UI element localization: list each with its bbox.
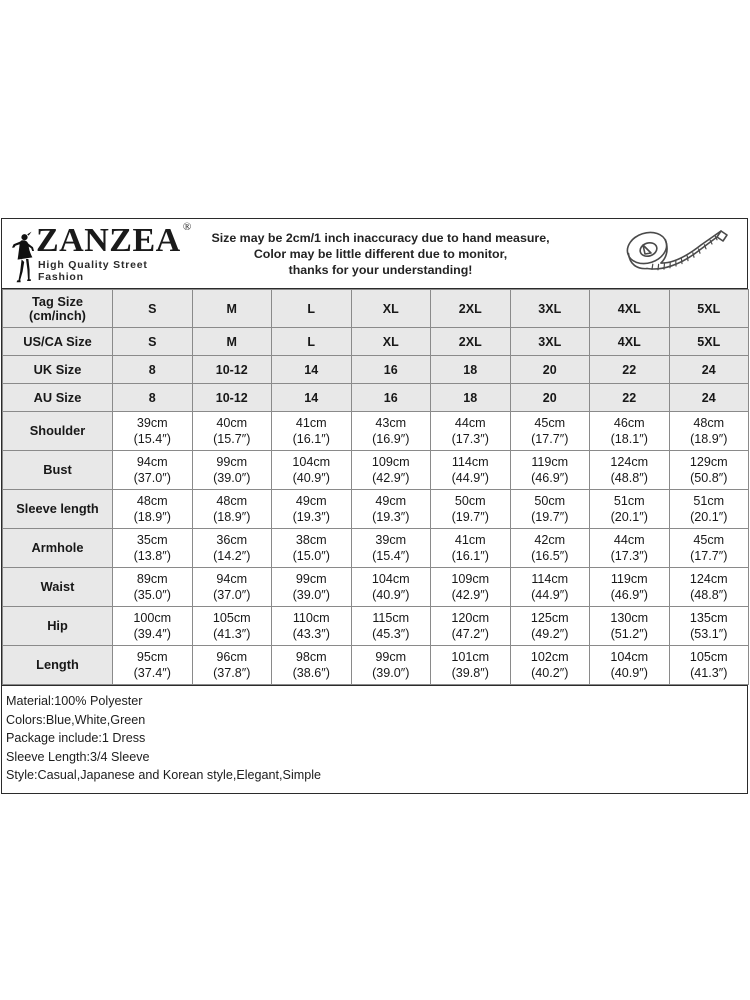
- cell-hip-4xl: [590, 607, 670, 646]
- notice-line-3: thanks for your understanding!: [288, 262, 473, 277]
- brand-tagline: High Quality Street Fashion: [38, 259, 148, 283]
- value-inch: (39.4″): [133, 627, 171, 641]
- value-cm: 100cm: [133, 611, 172, 625]
- cell-au-4xl: 22: [590, 384, 670, 412]
- cell-sleeve-length-5xl: [669, 490, 749, 529]
- brand-logo: [2, 219, 192, 288]
- cell-us-ca-xl: XL: [351, 328, 431, 356]
- detail-package: Package include:1 Dress: [6, 731, 146, 746]
- cell-au-3xl: 20: [510, 384, 590, 412]
- value-inch: (46.9″): [610, 588, 648, 602]
- value-inch: (40.9″): [372, 588, 410, 602]
- cell-length-2xl: [431, 646, 511, 685]
- value-cm: 101cm: [451, 650, 490, 664]
- value-inch: (18.9″): [133, 510, 171, 524]
- cell-shoulder-s: [113, 412, 193, 451]
- detail-sleeve-length: Sleeve Length:3/4 Sleeve: [6, 749, 150, 764]
- value-inch: (37.8″): [213, 666, 251, 680]
- value-cm: 114cm: [451, 455, 489, 469]
- cell-length-l: [272, 646, 352, 685]
- notice-line-2: Color may be little different due to monitor,: [253, 246, 508, 261]
- cell-length-m: [192, 646, 272, 685]
- row-label-au-size: AU Size: [3, 384, 113, 412]
- cell-au-s: 8: [113, 384, 193, 412]
- cell-waist-xl: [351, 568, 431, 607]
- value-inch: (51.2″): [610, 627, 648, 641]
- cell-tag-size-5xl: 5XL: [669, 290, 749, 328]
- cell-sleeve-length-xl: [351, 490, 431, 529]
- cell-sleeve-length-s: [113, 490, 193, 529]
- row-label-hip: Hip: [3, 607, 113, 646]
- cell-waist-3xl: [510, 568, 590, 607]
- brand-name: ZANZEA ®: [36, 221, 192, 259]
- value-cm: 45cm: [693, 533, 725, 547]
- detail-material: Material:100% Polyester: [6, 694, 143, 708]
- cell-uk-4xl: 22: [590, 356, 670, 384]
- row-label-length: Length: [3, 646, 113, 685]
- value-cm: 46cm: [613, 416, 645, 430]
- value-cm: 36cm: [216, 533, 248, 547]
- table-row-au-size: [3, 384, 749, 412]
- table-row-waist: [3, 568, 749, 607]
- value-inch: (45.3″): [372, 627, 410, 641]
- value-cm: 41cm: [454, 533, 486, 547]
- cell-length-3xl: [510, 646, 590, 685]
- cell-bust-l: [272, 451, 352, 490]
- table-row-uk-size: [3, 356, 749, 384]
- cell-uk-xl: 16: [351, 356, 431, 384]
- cell-sleeve-length-3xl: [510, 490, 590, 529]
- row-label-tag-size-main: Tag Size: [32, 293, 83, 309]
- cell-shoulder-xl: [351, 412, 431, 451]
- table-row-shoulder: [3, 412, 749, 451]
- cell-hip-3xl: [510, 607, 590, 646]
- value-inch: (17.3″): [610, 549, 648, 563]
- value-inch: (48.8″): [610, 471, 648, 485]
- value-cm: 38cm: [295, 533, 327, 547]
- value-cm: 99cm: [375, 650, 407, 664]
- value-inch: (19.7″): [531, 510, 569, 524]
- cell-bust-m: [192, 451, 272, 490]
- measurement-notice: [180, 219, 607, 288]
- cell-hip-m: [192, 607, 272, 646]
- value-inch: (15.0″): [292, 549, 330, 563]
- cell-waist-l: [272, 568, 352, 607]
- row-label-armhole: Armhole: [3, 529, 113, 568]
- value-inch: (40.9″): [610, 666, 648, 680]
- notice-line-1: Size may be 2cm/1 inch inaccuracy due to hand measure,: [211, 230, 550, 245]
- cell-au-m: 10-12: [192, 384, 272, 412]
- value-inch: (20.1″): [610, 510, 648, 524]
- value-inch: (16.1″): [451, 549, 489, 563]
- cell-armhole-s: [113, 529, 193, 568]
- value-inch: (17.7″): [531, 432, 569, 446]
- cell-us-ca-m: M: [192, 328, 272, 356]
- cell-armhole-xl: [351, 529, 431, 568]
- cell-uk-5xl: 24: [669, 356, 749, 384]
- cell-shoulder-2xl: [431, 412, 511, 451]
- value-cm: 125cm: [530, 611, 569, 625]
- size-table: [2, 289, 749, 685]
- cell-tag-size-xl: XL: [351, 290, 431, 328]
- row-label-uk-size: UK Size: [3, 356, 113, 384]
- value-inch: (49.2″): [531, 627, 569, 641]
- value-inch: (41.3″): [690, 666, 728, 680]
- value-cm: 39cm: [136, 416, 168, 430]
- detail-colors: Colors:Blue,White,Green: [6, 712, 146, 727]
- cell-us-ca-5xl: 5XL: [669, 328, 749, 356]
- value-inch: (18.1″): [610, 432, 648, 446]
- cell-us-ca-s: S: [113, 328, 193, 356]
- cell-uk-l: 14: [272, 356, 352, 384]
- cell-tag-size-3xl: 3XL: [510, 290, 590, 328]
- value-inch: (39.0″): [372, 666, 410, 680]
- woman-silhouette-icon: [8, 231, 38, 283]
- cell-length-xl: [351, 646, 431, 685]
- value-inch: (42.9″): [451, 588, 489, 602]
- value-cm: 124cm: [610, 455, 649, 469]
- value-inch: (16.1″): [292, 432, 330, 446]
- value-cm: 105cm: [689, 650, 728, 664]
- value-inch: (46.9″): [531, 471, 569, 485]
- size-chart-frame: [1, 218, 748, 794]
- value-cm: 44cm: [454, 416, 486, 430]
- product-details: [2, 685, 747, 793]
- value-cm: 99cm: [295, 572, 327, 586]
- value-inch: (40.9″): [292, 471, 330, 485]
- value-cm: 40cm: [216, 416, 248, 430]
- value-inch: (39.0″): [292, 588, 330, 602]
- value-cm: 110cm: [292, 611, 330, 625]
- tape-measure-icon: [607, 219, 747, 288]
- value-cm: 135cm: [689, 611, 728, 625]
- value-inch: (44.9″): [531, 588, 569, 602]
- table-row-sleeve-length: [3, 490, 749, 529]
- value-cm: 129cm: [689, 455, 728, 469]
- value-cm: 94cm: [216, 572, 248, 586]
- cell-bust-xl: [351, 451, 431, 490]
- value-cm: 35cm: [136, 533, 168, 547]
- table-row-tag-size: [3, 290, 749, 328]
- table-row-armhole: [3, 529, 749, 568]
- cell-waist-5xl: [669, 568, 749, 607]
- value-cm: 43cm: [375, 416, 407, 430]
- value-cm: 130cm: [610, 611, 649, 625]
- chart-header-band: [2, 219, 747, 289]
- value-cm: 98cm: [295, 650, 327, 664]
- value-cm: 99cm: [216, 455, 248, 469]
- cell-hip-5xl: [669, 607, 749, 646]
- table-row-length: [3, 646, 749, 685]
- size-table-body: [3, 290, 749, 685]
- value-inch: (14.2″): [213, 549, 251, 563]
- value-inch: (39.0″): [213, 471, 251, 485]
- table-row-us-ca-size: [3, 328, 749, 356]
- value-inch: (15.7″): [213, 432, 251, 446]
- table-row-bust: [3, 451, 749, 490]
- cell-armhole-l: [272, 529, 352, 568]
- value-inch: (42.9″): [372, 471, 410, 485]
- value-inch: (50.8″): [690, 471, 728, 485]
- cell-au-2xl: 18: [431, 384, 511, 412]
- cell-waist-s: [113, 568, 193, 607]
- cell-waist-2xl: [431, 568, 511, 607]
- cell-shoulder-3xl: [510, 412, 590, 451]
- value-cm: 42cm: [534, 533, 566, 547]
- value-inch: (16.9″): [372, 432, 410, 446]
- value-inch: (15.4″): [372, 549, 410, 563]
- cell-length-s: [113, 646, 193, 685]
- row-label-sleeve-length: Sleeve length: [3, 490, 113, 529]
- row-label-bust: Bust: [3, 451, 113, 490]
- value-inch: (37.4″): [133, 666, 171, 680]
- value-cm: 104cm: [610, 650, 649, 664]
- value-cm: 105cm: [212, 611, 251, 625]
- registered-mark-icon: ®: [182, 221, 192, 233]
- cell-armhole-3xl: [510, 529, 590, 568]
- cell-sleeve-length-l: [272, 490, 352, 529]
- cell-hip-xl: [351, 607, 431, 646]
- cell-hip-2xl: [431, 607, 511, 646]
- cell-uk-2xl: 18: [431, 356, 511, 384]
- row-label-us-ca-size: US/CA Size: [3, 328, 113, 356]
- cell-armhole-m: [192, 529, 272, 568]
- value-inch: (13.8″): [133, 549, 171, 563]
- cell-shoulder-5xl: [669, 412, 749, 451]
- value-inch: (37.0″): [133, 471, 171, 485]
- value-cm: 44cm: [613, 533, 645, 547]
- value-inch: (15.4″): [133, 432, 171, 446]
- cell-bust-2xl: [431, 451, 511, 490]
- value-inch: (17.7″): [690, 549, 728, 563]
- cell-tag-size-2xl: 2XL: [431, 290, 511, 328]
- value-inch: (35.0″): [133, 588, 171, 602]
- cell-tag-size-m: M: [192, 290, 272, 328]
- cell-us-ca-2xl: 2XL: [431, 328, 511, 356]
- row-label-tag-size: [3, 290, 113, 328]
- row-label-tag-size-sub: (cm/inch): [29, 307, 86, 323]
- cell-au-5xl: 24: [669, 384, 749, 412]
- value-cm: 50cm: [454, 494, 486, 508]
- cell-us-ca-3xl: 3XL: [510, 328, 590, 356]
- value-cm: 41cm: [295, 416, 327, 430]
- cell-waist-4xl: [590, 568, 670, 607]
- cell-hip-s: [113, 607, 193, 646]
- value-cm: 51cm: [613, 494, 645, 508]
- value-cm: 109cm: [451, 572, 490, 586]
- cell-uk-3xl: 20: [510, 356, 590, 384]
- value-cm: 114cm: [531, 572, 569, 586]
- value-cm: 109cm: [371, 455, 410, 469]
- value-inch: (38.6″): [292, 666, 330, 680]
- value-inch: (39.8″): [451, 666, 489, 680]
- value-inch: (18.9″): [690, 432, 728, 446]
- value-cm: 102cm: [530, 650, 569, 664]
- cell-shoulder-l: [272, 412, 352, 451]
- cell-bust-s: [113, 451, 193, 490]
- row-label-waist: Waist: [3, 568, 113, 607]
- value-cm: 45cm: [534, 416, 566, 430]
- value-inch: (19.7″): [451, 510, 489, 524]
- cell-length-5xl: [669, 646, 749, 685]
- cell-au-l: 14: [272, 384, 352, 412]
- value-inch: (44.9″): [451, 471, 489, 485]
- cell-au-xl: 16: [351, 384, 431, 412]
- cell-us-ca-l: L: [272, 328, 352, 356]
- cell-hip-l: [272, 607, 352, 646]
- cell-bust-3xl: [510, 451, 590, 490]
- cell-shoulder-m: [192, 412, 272, 451]
- value-cm: 51cm: [693, 494, 725, 508]
- value-inch: (47.2″): [451, 627, 489, 641]
- cell-armhole-4xl: [590, 529, 670, 568]
- value-cm: 50cm: [534, 494, 566, 508]
- cell-armhole-2xl: [431, 529, 511, 568]
- value-cm: 49cm: [295, 494, 327, 508]
- value-cm: 119cm: [610, 572, 648, 586]
- value-cm: 89cm: [136, 572, 168, 586]
- table-row-hip: [3, 607, 749, 646]
- cell-sleeve-length-4xl: [590, 490, 670, 529]
- cell-uk-m: 10-12: [192, 356, 272, 384]
- value-inch: (41.3″): [213, 627, 251, 641]
- value-inch: (19.3″): [292, 510, 330, 524]
- value-cm: 124cm: [689, 572, 728, 586]
- value-cm: 120cm: [451, 611, 490, 625]
- value-inch: (17.3″): [451, 432, 489, 446]
- value-inch: (18.9″): [213, 510, 251, 524]
- value-cm: 119cm: [531, 455, 569, 469]
- value-inch: (20.1″): [690, 510, 728, 524]
- cell-tag-size-4xl: 4XL: [590, 290, 670, 328]
- cell-waist-m: [192, 568, 272, 607]
- value-inch: (53.1″): [690, 627, 728, 641]
- value-cm: 48cm: [216, 494, 248, 508]
- cell-sleeve-length-m: [192, 490, 272, 529]
- value-cm: 48cm: [693, 416, 725, 430]
- cell-uk-s: 8: [113, 356, 193, 384]
- cell-bust-5xl: [669, 451, 749, 490]
- value-cm: 49cm: [375, 494, 407, 508]
- cell-sleeve-length-2xl: [431, 490, 511, 529]
- cell-shoulder-4xl: [590, 412, 670, 451]
- value-cm: 104cm: [371, 572, 410, 586]
- row-label-shoulder: Shoulder: [3, 412, 113, 451]
- value-inch: (19.3″): [372, 510, 410, 524]
- cell-tag-size-s: S: [113, 290, 193, 328]
- value-cm: 48cm: [136, 494, 168, 508]
- cell-bust-4xl: [590, 451, 670, 490]
- value-inch: (48.8″): [690, 588, 728, 602]
- cell-tag-size-l: L: [272, 290, 352, 328]
- value-cm: 95cm: [136, 650, 168, 664]
- value-cm: 115cm: [372, 611, 410, 625]
- value-cm: 104cm: [292, 455, 331, 469]
- value-cm: 94cm: [136, 455, 168, 469]
- value-inch: (40.2″): [531, 666, 569, 680]
- cell-length-4xl: [590, 646, 670, 685]
- value-inch: (37.0″): [213, 588, 251, 602]
- value-inch: (43.3″): [292, 627, 330, 641]
- value-cm: 96cm: [216, 650, 248, 664]
- detail-style: Style:Casual,Japanese and Korean style,Elegant,Simple: [6, 768, 322, 783]
- cell-armhole-5xl: [669, 529, 749, 568]
- value-cm: 39cm: [375, 533, 407, 547]
- cell-us-ca-4xl: 4XL: [590, 328, 670, 356]
- value-inch: (16.5″): [531, 549, 569, 563]
